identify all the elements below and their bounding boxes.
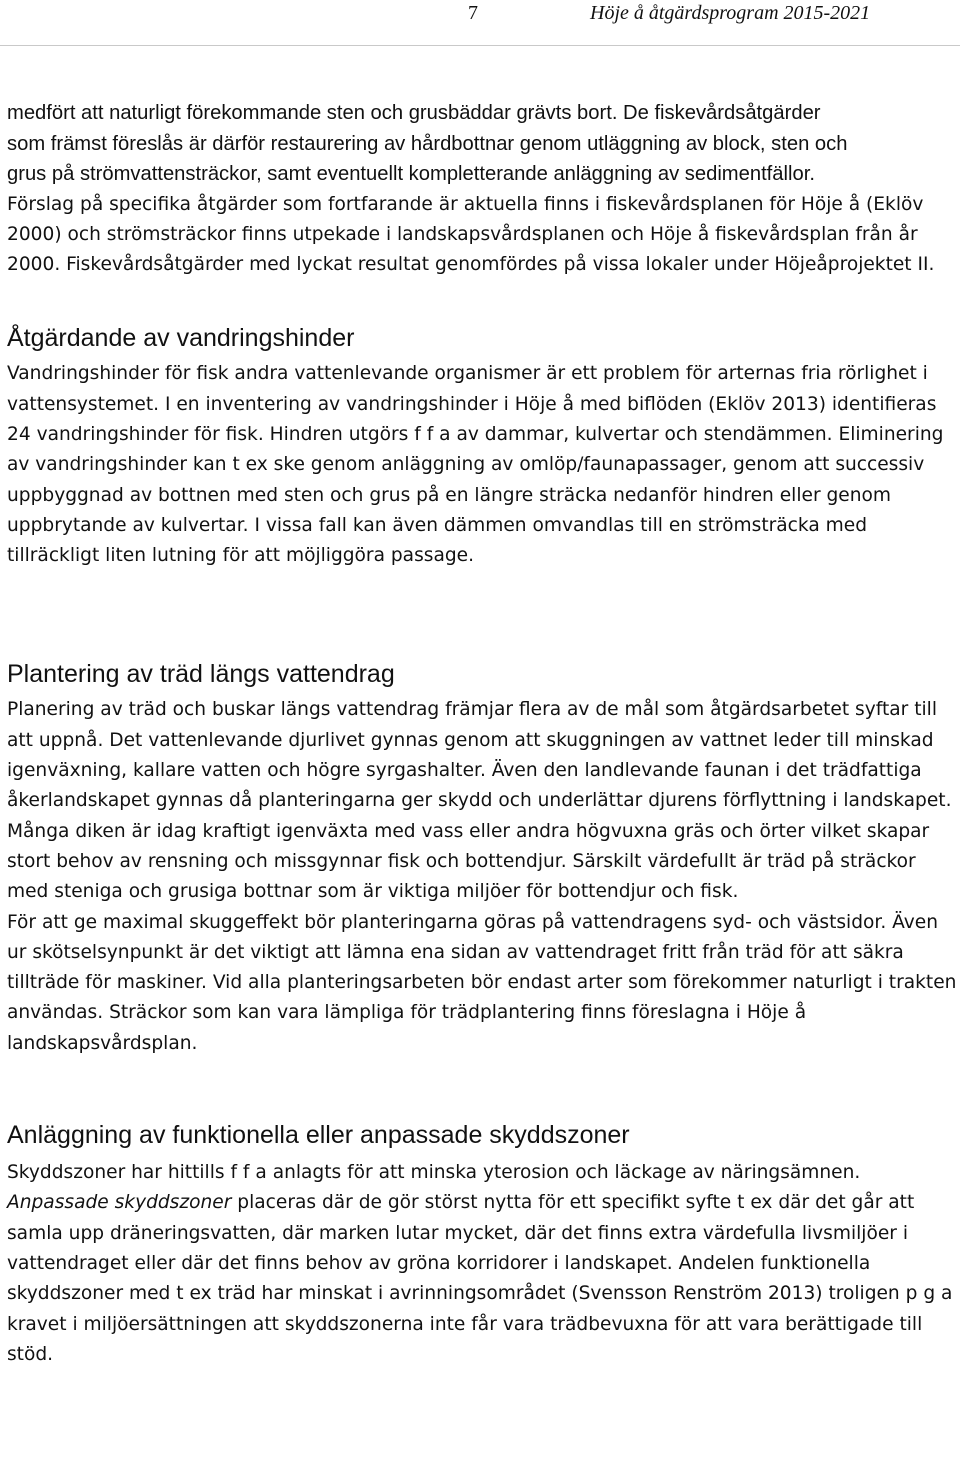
section-paragraph-tradplantering: Planering av träd och buskar längs vattendrag främjar flera av de mål som åtgärdsarbetet syftar till att uppnå. Det vattenlevande djurlivet gynnas genom att skuggningen av vattnet leder till minskad igenväxning, kallare vatten och högre syrgashalter. Även den landlevande faunan i det trädfattiga åkerlandskapet gynnas då planteringarna ger skydd och underlättar djurens förflyttning i landskapet. Många diken är idag kraftigt igenväxta med vass eller andra högvuxna gräs och örter vilket skapar stort behov av rensning och missgynnar fisk och bottendjur. Särskilt värdefullt är träd på sträckor med steniga och grusiga bottnar som är viktiga miljöer för bottendjur och fisk. [7,699,952,903]
paragraph-text: placeras där de gör störst nytta för ett specifikt syfte t ex där det går att samla upp dräneringsvatten, där marken lutar mycket, där det finns extra värdefulla livsmiljöer i vattendraget eller där det finns behov av gröna korridorer i landskapet. Andelen funktionella skyddszoner med t ex träd har minskat i avrinningsområdet (Svensson Renström 2013) troligen p g a kravet i miljöersättningen att skyddszonerna inte får vara trädbevuxna för att vara berättigade till stöd. [7,1192,953,1365]
intro-line: som främst föreslås är därför restaurering av hårdbottnar genom utläggning av block, sten och [7,132,848,155]
italic-term: Anpassade skyddszoner [7,1192,232,1214]
running-title: Höje å åtgärdsprogram 2015-2021 [590,2,871,24]
intro-line: medfört att naturligt förekommande sten och grusbäddar grävts bort. De fiskevårdsåtgärder [7,102,821,124]
section-paragraph-vandringshinder: Vandringshinder för fisk andra vattenlevande organismer är ett problem för arternas fria rörlighet i vattensystemet. I en inventering av vandringshinder i Höje å med biflöden (Eklöv 2013) identifieras 24 vandringshinder för fisk. Hindren utgörs f f a av dammar, kulvertar och stendämmen. Eliminering av vandringshinder kan t ex ske genom anläggning av omlöp/faunapassager, genom att successiv uppbyggnad av bottnen med sten och grus på en längre sträcka nedanför hindren eller genom uppbrytande av kulvertar. I vissa fall kan även dämmen omvandlas till en strömsträcka med tillräckligt liten lutning för att möjliggöra passage. [7,363,944,567]
section-heading-vandringshinder: Åtgärdande av vandringshinder [7,324,355,353]
page-number: 7 [468,2,478,24]
page-header [0,0,960,46]
header-divider [0,45,960,46]
section-heading-tradplantering: Plantering av träd längs vattendrag [7,660,395,689]
section-paragraph-skyddszoner: Skyddszoner har hittills f f a anlagts för att minska yterosion och läckage av näringsämnen. [7,1162,861,1184]
intro-paragraph [7,98,957,190]
section-paragraph-skyddszoner-2 [7,1188,957,1370]
section-paragraph-tradplantering-2: För att ge maximal skuggeffekt bör planteringarna göras på vattendragens syd- och västsidor. Även ur skötselsynpunkt är det viktigt att lämna ena sidan av vattendraget fritt från träd för att säkra tillträde för maskiner. Vid alla planteringsarbeten bör endast arter som förekommer naturligt i trakten användas. Sträckor som kan vara lämpliga för trädplantering finns föreslagna i Höje å landskapsvårdsplan. [7,911,957,1054]
document-body [7,98,957,1370]
intro-line: grus på strömvattensträckor, samt eventuellt kompletterande anläggning av sedimentfällor. [7,163,815,185]
section-heading-skyddszoner: Anläggning av funktionella eller anpassade skyddszoner [7,1121,630,1150]
intro-continuation: Förslag på specifika åtgärder som fortfarande är aktuella finns i fiskevårdsplanen för Höje å (Eklöv 2000) och strömsträckor finns utpekade i landskapsvårdsplanen och Höje å fiskevårdsplan från år 2000. Fiskevårdsåtgärder med lyckat resultat genomfördes på vissa lokaler under Höjeåprojektet II. [7,193,935,276]
